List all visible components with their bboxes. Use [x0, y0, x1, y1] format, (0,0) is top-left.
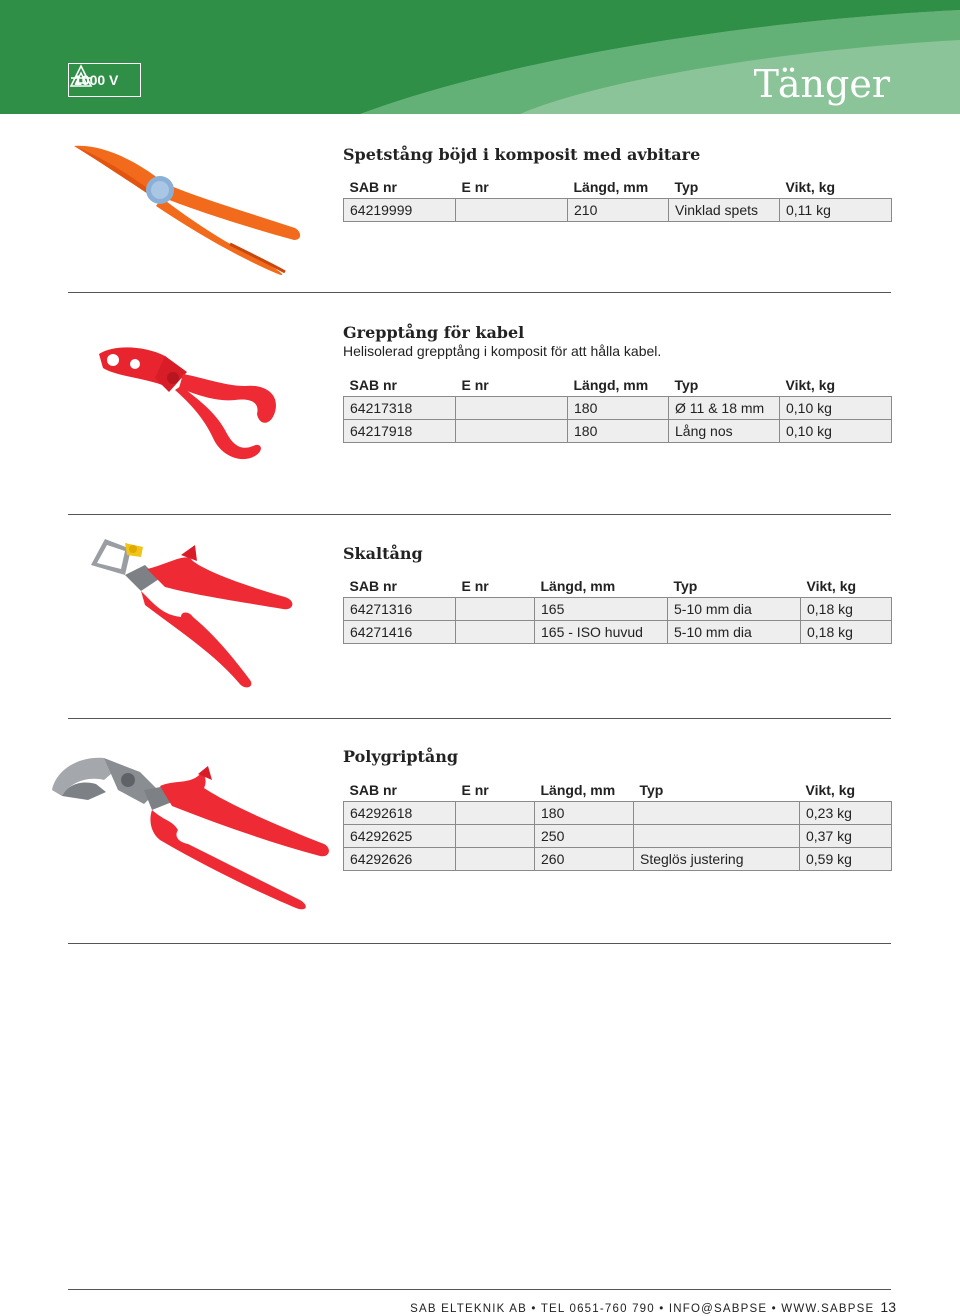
red-cable-gripping-pliers-image [95, 342, 290, 467]
cell-type: 5-10 mm dia [668, 598, 801, 621]
cell-weight: 0,37 kg [800, 825, 892, 848]
col-header-sab-nr: SAB nr [349, 377, 397, 393]
page-header [0, 0, 960, 114]
cell-weight: 0,59 kg [800, 848, 892, 871]
insulation-triangle-icon [69, 64, 93, 90]
section-divider [68, 514, 891, 515]
cell-length: 260 [535, 848, 634, 871]
footer-divider [68, 1289, 891, 1290]
col-header-e-nr: E nr [461, 578, 489, 594]
col-header-weight: Vikt, kg [785, 179, 836, 195]
cell-sab-nr: 64219999 [344, 199, 456, 222]
product-title: Polygriptång [343, 747, 459, 766]
col-header-e-nr: E nr [461, 179, 489, 195]
product-title: Grepptång för kabel [343, 323, 525, 342]
page-number: 13 [880, 1299, 896, 1315]
cell-type: Lång nos [669, 420, 780, 443]
col-header-type: Typ [639, 782, 664, 798]
voltage-label: 1000 V [74, 72, 119, 88]
cell-weight: 0,18 kg [801, 621, 892, 644]
cell-sab-nr: 64292618 [344, 802, 456, 825]
col-header-sab-nr: SAB nr [349, 179, 397, 195]
cell-length: 180 [535, 802, 634, 825]
cell-type: 5-10 mm dia [668, 621, 801, 644]
cell-weight: 0,10 kg [780, 397, 892, 420]
col-header-type: Typ [673, 578, 698, 594]
cell-type: Steglös justering [634, 848, 800, 871]
section-divider [68, 292, 891, 293]
section-divider [68, 943, 891, 944]
cell-sab-nr: 64271316 [344, 598, 456, 621]
cell-type: Vinklad spets [669, 199, 780, 222]
cell-length: 165 [535, 598, 668, 621]
cell-type [634, 802, 800, 825]
product-title: Skaltång [343, 544, 423, 563]
cell-weight: 0,18 kg [801, 598, 892, 621]
table-row [344, 848, 892, 871]
cell-sab-nr: 64292626 [344, 848, 456, 871]
cell-type: Ø 11 & 18 mm [669, 397, 780, 420]
cell-e-nr [456, 848, 535, 871]
page-title: Tänger [753, 62, 890, 106]
col-header-length: Längd, mm [540, 578, 616, 594]
table-row [344, 802, 892, 825]
col-header-type: Typ [674, 179, 699, 195]
spec-table [343, 779, 892, 871]
cell-e-nr [456, 420, 568, 443]
voltage-badge [68, 63, 141, 97]
table-row [344, 199, 892, 222]
spec-table [343, 575, 892, 644]
table-row [344, 825, 892, 848]
footer-contact: SAB ELTEKNIK AB • TEL 0651-760 790 • INFO@SABPSE • WWW.SABPSE [410, 1303, 875, 1315]
col-header-sab-nr: SAB nr [349, 578, 397, 594]
cell-sab-nr: 64292625 [344, 825, 456, 848]
cell-weight: 0,11 kg [780, 199, 892, 222]
cell-e-nr [456, 621, 535, 644]
cell-type [634, 825, 800, 848]
col-header-type: Typ [674, 377, 699, 393]
cell-weight: 0,23 kg [800, 802, 892, 825]
cell-weight: 0,10 kg [780, 420, 892, 443]
page-footer [410, 1299, 896, 1315]
spec-table [343, 374, 892, 443]
col-header-weight: Vikt, kg [805, 782, 856, 798]
cell-sab-nr: 64271416 [344, 621, 456, 644]
col-header-weight: Vikt, kg [806, 578, 857, 594]
cell-e-nr [456, 802, 535, 825]
table-row [344, 397, 892, 420]
col-header-length: Längd, mm [573, 179, 649, 195]
col-header-e-nr: E nr [461, 782, 489, 798]
section-divider [68, 718, 891, 719]
orange-bent-nose-pliers-image [70, 140, 305, 280]
cell-length: 210 [568, 199, 669, 222]
cell-sab-nr: 64217918 [344, 420, 456, 443]
spec-table [343, 176, 892, 222]
cell-e-nr [456, 397, 568, 420]
cell-e-nr [456, 825, 535, 848]
cell-length: 250 [535, 825, 634, 848]
cell-sab-nr: 64217318 [344, 397, 456, 420]
red-water-pump-pliers-image [48, 750, 333, 912]
product-title: Spetstång böjd i komposit med avbitare [343, 145, 701, 164]
cell-e-nr [456, 598, 535, 621]
cell-length: 165 - ISO huvud [535, 621, 668, 644]
col-header-sab-nr: SAB nr [349, 782, 397, 798]
col-header-length: Längd, mm [540, 782, 616, 798]
product-description: Helisolerad grepptång i komposit för att hålla kabel. [343, 343, 662, 359]
table-row [344, 598, 892, 621]
table-row [344, 621, 892, 644]
col-header-length: Längd, mm [573, 377, 649, 393]
cell-length: 180 [568, 397, 669, 420]
cell-length: 180 [568, 420, 669, 443]
col-header-weight: Vikt, kg [785, 377, 836, 393]
table-row [344, 420, 892, 443]
col-header-e-nr: E nr [461, 377, 489, 393]
cell-e-nr [456, 199, 568, 222]
red-wire-stripper-image [85, 535, 295, 690]
